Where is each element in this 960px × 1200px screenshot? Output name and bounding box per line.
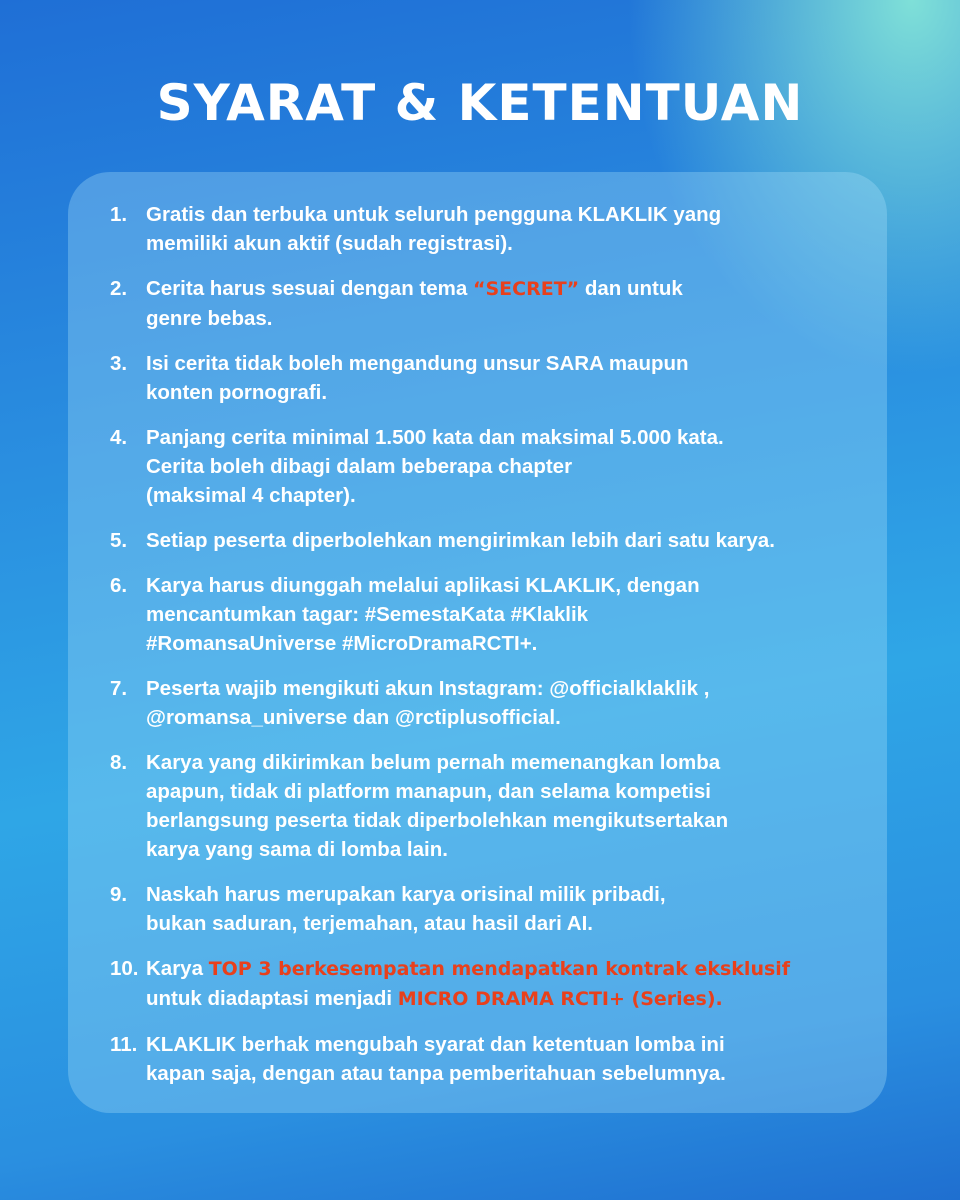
item-line: [146, 629, 790, 658]
item-text: kapan saja, dengan atau tanpa pemberitahuan sebelumnya.: [146, 1062, 726, 1085]
terms-item: [110, 1030, 790, 1088]
item-text: Isi cerita tidak boleh mengandung unsur SARA maupun: [146, 352, 689, 375]
item-number: 6.: [110, 574, 128, 597]
item-text: dan untuk: [579, 277, 683, 300]
highlight-text: “SECRET”: [472, 278, 580, 300]
terms-item: [110, 571, 790, 658]
terms-item: [110, 674, 790, 732]
item-line: [146, 954, 790, 984]
item-line: [146, 703, 790, 732]
item-number: 11.: [110, 1033, 138, 1056]
item-line: [146, 835, 790, 864]
item-text: apapun, tidak di platform manapun, dan selama kompetisi: [146, 780, 712, 803]
item-line: [146, 481, 790, 510]
item-number: 3.: [110, 352, 128, 375]
item-text: Peserta wajib mengikuti akun Instagram: @officialklaklik ,: [146, 677, 710, 700]
item-line: [146, 806, 790, 835]
terms-item: [110, 526, 790, 555]
item-text: untuk diadaptasi menjadi: [146, 987, 398, 1010]
item-line: [146, 1030, 790, 1059]
item-line: [146, 200, 790, 229]
item-text: KLAKLIK berhak mengubah syarat dan ketentuan lomba ini: [146, 1033, 725, 1056]
highlight-text: TOP 3 berkesempatan mendapatkan kontrak eksklusif: [208, 958, 791, 980]
highlight-text: MICRO DRAMA RCTI+ (Series).: [397, 988, 723, 1010]
item-line: [146, 600, 790, 629]
terms-item: [110, 880, 790, 938]
item-line: [146, 777, 790, 806]
item-line: [146, 452, 790, 481]
item-number: 4.: [110, 426, 128, 449]
item-text: Gratis dan terbuka untuk seluruh pengguna KLAKLIK yang: [146, 203, 722, 226]
item-number: 7.: [110, 677, 128, 700]
item-text: mencantumkan tagar: #SemestaKata #Klaklik: [146, 603, 589, 626]
terms-item: [110, 274, 790, 333]
item-text: genre bebas.: [146, 307, 273, 330]
item-line: [146, 229, 790, 258]
item-line: [146, 378, 790, 407]
item-number: 2.: [110, 277, 128, 300]
item-number: 10.: [110, 957, 139, 980]
item-line: [146, 274, 790, 304]
item-text: karya yang sama di lomba lain.: [146, 838, 448, 861]
item-line: [146, 674, 790, 703]
item-number: 9.: [110, 883, 128, 906]
item-line: [146, 304, 790, 333]
item-text: konten pornografi.: [146, 381, 328, 404]
item-text: Karya harus diunggah melalui aplikasi KLAKLIK, dengan: [146, 574, 700, 597]
item-text: Karya yang dikirimkan belum pernah memenangkan lomba: [146, 751, 721, 774]
item-line: [146, 984, 790, 1014]
terms-item: [110, 200, 790, 258]
item-text: Panjang cerita minimal 1.500 kata dan maksimal 5.000 kata.: [146, 426, 724, 449]
item-text: Karya: [146, 957, 209, 980]
page-title: SYARAT & KETENTUAN: [156, 74, 804, 132]
item-text: berlangsung peserta tidak diperbolehkan mengikutsertakan: [146, 809, 729, 832]
item-number: 1.: [110, 203, 128, 226]
terms-item: [110, 954, 790, 1014]
item-text: Naskah harus merupakan karya orisinal milik pribadi,: [146, 883, 666, 906]
item-text: Setiap peserta diperbolehkan mengirimkan lebih dari satu karya.: [146, 529, 775, 552]
item-line: [146, 1059, 790, 1088]
item-line: [146, 909, 790, 938]
terms-item: [110, 423, 790, 510]
item-number: 5.: [110, 529, 128, 552]
item-line: [146, 880, 790, 909]
item-text: (maksimal 4 chapter).: [146, 484, 356, 507]
terms-item: [110, 349, 790, 407]
item-text: Cerita harus sesuai dengan tema: [146, 277, 473, 300]
item-text: @romansa_universe dan @rctiplusofficial.: [146, 706, 561, 729]
item-text: Cerita boleh dibagi dalam beberapa chapter: [146, 455, 573, 478]
item-text: #RomansaUniverse #MicroDramaRCTI+.: [146, 632, 538, 655]
item-line: [146, 423, 790, 452]
item-text: memiliki akun aktif (sudah registrasi).: [146, 232, 513, 255]
terms-item: [110, 748, 790, 864]
terms-list: [110, 200, 790, 1104]
item-line: [146, 748, 790, 777]
item-line: [146, 349, 790, 378]
item-text: bukan saduran, terjemahan, atau hasil dari AI.: [146, 912, 593, 935]
item-line: [146, 526, 790, 555]
item-line: [146, 571, 790, 600]
item-number: 8.: [110, 751, 128, 774]
